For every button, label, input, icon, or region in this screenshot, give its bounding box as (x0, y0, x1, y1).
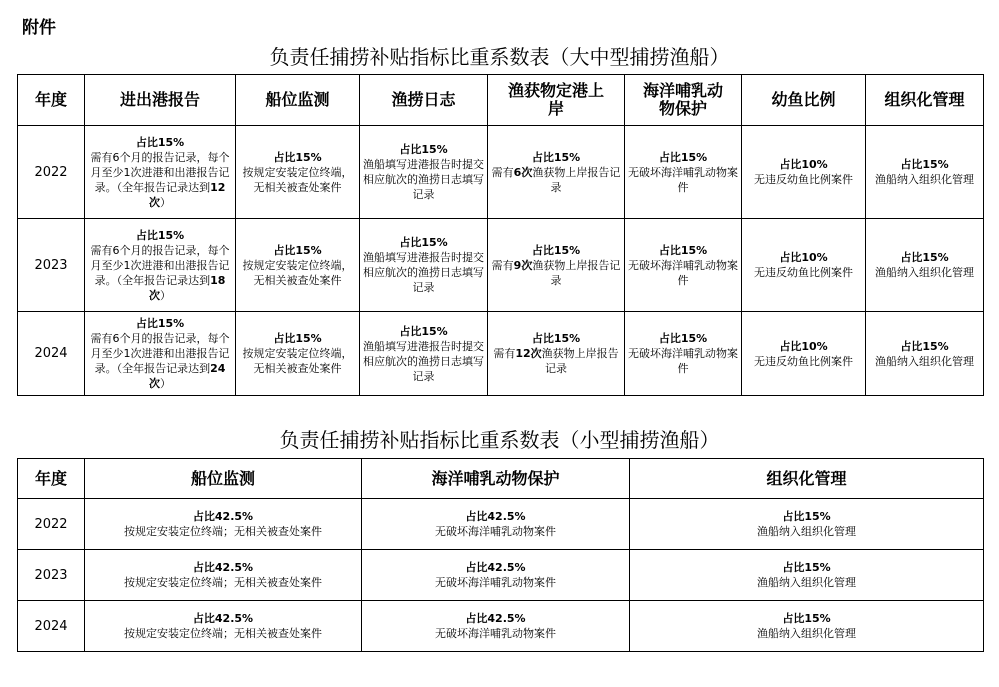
header-port-report: 进出港报告 (85, 75, 236, 126)
table-header-row (18, 459, 984, 499)
criteria-text (91, 332, 230, 390)
fishing-log-cell (360, 219, 488, 312)
year-cell: 2024 (18, 601, 85, 652)
ratio-label: 占比15% (658, 150, 708, 164)
ratio-label: 占比15% (531, 243, 581, 257)
criteria-text-post: ） (160, 288, 171, 302)
criteria-text (493, 347, 618, 375)
year-cell: 2023 (18, 550, 85, 601)
criteria-text: 无违反幼鱼比例案件 (754, 354, 853, 368)
criteria-count: 6次 (513, 165, 533, 179)
fishing-log-cell (360, 126, 488, 219)
port-report-cell (85, 219, 236, 312)
criteria-text: 无违反幼鱼比例案件 (754, 266, 853, 279)
ratio-label: 占比15% (900, 158, 949, 171)
table-row (18, 499, 984, 550)
header-juvenile-ratio: 幼鱼比例 (742, 75, 866, 126)
ratio-label: 占比42.5% (192, 612, 254, 625)
designated-landing-cell (488, 219, 625, 312)
ratio-label: 占比15% (273, 332, 322, 345)
port-report-cell (85, 126, 236, 219)
criteria-count: 18次 (149, 273, 226, 302)
criteria-text-pre: 需有 (491, 258, 514, 272)
ratio-label: 占比42.5% (465, 510, 526, 523)
year-cell: 2022 (18, 499, 85, 550)
ratio-label: 占比42.5% (465, 561, 526, 574)
ratio-label: 占比15% (135, 135, 185, 149)
org-management-cell (866, 219, 984, 312)
criteria-text: 渔船纳入组织化管理 (875, 354, 974, 368)
attachment-label: 附件 (22, 18, 56, 38)
ratio-label: 占比15% (782, 510, 831, 523)
criteria-count: 24次 (149, 362, 226, 390)
header-org-management: 组织化管理 (866, 75, 984, 126)
ratio-label: 占比15% (782, 561, 831, 574)
criteria-text: 按规定安装定位终端；无相关被查处案件 (124, 627, 322, 640)
criteria-text: 无破坏海洋哺乳动物案件 (628, 165, 738, 194)
ratio-label: 占比15% (273, 243, 322, 257)
vessel-monitoring-cell (236, 126, 360, 219)
marine-mammal-cell (625, 126, 742, 219)
vessel-monitoring-cell (85, 499, 362, 550)
vessel-monitoring-cell (85, 601, 362, 652)
ratio-label: 占比15% (135, 228, 185, 242)
org-management-cell (630, 601, 984, 652)
criteria-text: 按规定安装定位终端；无相关被查处案件 (124, 525, 322, 538)
criteria-text (91, 244, 230, 302)
ratio-label: 占比15% (399, 143, 448, 156)
criteria-count: 12次 (515, 347, 542, 360)
header-org-management: 组织化管理 (630, 459, 984, 499)
table-row (18, 601, 984, 652)
table-row (18, 126, 984, 219)
ratio-label: 占比15% (782, 612, 831, 625)
ratio-label: 占比42.5% (192, 510, 254, 523)
criteria-text: 渔船纳入组织化管理 (757, 576, 856, 589)
header-year: 年度 (18, 459, 85, 499)
criteria-text (492, 259, 621, 287)
header-vessel-monitoring: 船位监测 (236, 75, 360, 126)
large-vessel-indicator-table (17, 74, 984, 396)
criteria-text-pre: 需有6个月的报告记录，每个月至少1次进港和出港报告记录。（全年报告记录达到 (90, 243, 230, 287)
criteria-text (492, 166, 621, 194)
criteria-text: 按规定安装定位终端；无相关被查处案件 (124, 576, 322, 589)
criteria-text-post: ） (160, 195, 171, 209)
small-vessel-table-title: 负责任捕捞补贴指标比重系数表（小型捕捞渔船） (279, 428, 720, 452)
criteria-text-post: 渔获物上岸报告记录 (532, 258, 621, 287)
criteria-text: 渔船填写进港报告时提交相应航次的渔捞日志填写记录 (363, 251, 484, 294)
port-report-cell (85, 312, 236, 396)
juvenile-ratio-cell (742, 312, 866, 396)
criteria-text-post: ） (160, 377, 171, 390)
criteria-text-pre: 需有 (491, 165, 514, 179)
criteria-text: 无违反幼鱼比例案件 (754, 173, 853, 186)
ratio-label: 占比10% (779, 158, 828, 171)
org-management-cell (630, 550, 984, 601)
criteria-text-pre: 需有6个月的报告记录，每个月至少1次进港和出港报告记录。（全年报告记录达到 (90, 150, 230, 194)
marine-mammal-cell (362, 601, 630, 652)
criteria-text: 渔船填写进港报告时提交相应航次的渔捞日志填写记录 (363, 158, 484, 201)
criteria-text: 按规定安装定位终端，无相关被查处案件 (242, 165, 353, 194)
marine-mammal-cell (625, 219, 742, 312)
table-header-row (18, 75, 984, 126)
ratio-label: 占比15% (900, 339, 949, 353)
criteria-text: 无破坏海洋哺乳动物案件 (628, 258, 738, 287)
criteria-text-pre: 需有6个月的报告记录，每个月至少1次进港和出港报告记录。（全年报告记录达到 (90, 332, 230, 375)
juvenile-ratio-cell (742, 126, 866, 219)
ratio-label: 占比15% (531, 332, 581, 345)
criteria-text: 无破坏海洋哺乳动物案件 (435, 627, 556, 640)
marine-mammal-cell (625, 312, 742, 396)
large-vessel-table-title: 负责任捕捞补贴指标比重系数表（大中型捕捞渔船） (269, 45, 730, 69)
criteria-text: 按规定安装定位终端，无相关被查处案件 (242, 258, 353, 287)
ratio-label: 占比15% (399, 236, 448, 249)
ratio-label: 占比15% (531, 150, 581, 164)
criteria-text: 无破坏海洋哺乳动物案件 (435, 525, 556, 538)
ratio-label: 占比42.5% (192, 561, 254, 574)
criteria-text-post: 渔获物上岸报告记录 (541, 347, 619, 375)
vessel-monitoring-cell (236, 312, 360, 396)
header-designated-landing: 渔获物定港上岸 (488, 75, 625, 126)
ratio-label: 占比42.5% (465, 612, 526, 625)
org-management-cell (866, 312, 984, 396)
juvenile-ratio-cell (742, 219, 866, 312)
criteria-text (91, 151, 230, 209)
vessel-monitoring-cell (236, 219, 360, 312)
year-cell: 2023 (18, 219, 85, 312)
header-marine-mammal: 海洋哺乳动物保护 (362, 459, 630, 499)
criteria-text: 渔船纳入组织化管理 (875, 266, 974, 279)
criteria-text: 渔船纳入组织化管理 (757, 627, 856, 640)
header-marine-mammal: 海洋哺乳动物保护 (625, 75, 742, 126)
criteria-count: 12次 (149, 180, 226, 209)
designated-landing-cell (488, 126, 625, 219)
ratio-label: 占比15% (658, 332, 708, 345)
ratio-label: 占比15% (658, 243, 708, 257)
org-management-cell (630, 499, 984, 550)
table-row (18, 312, 984, 396)
criteria-text: 无破坏海洋哺乳动物案件 (435, 576, 556, 589)
criteria-text: 渔船纳入组织化管理 (875, 173, 974, 186)
criteria-text-pre: 需有 (493, 347, 516, 360)
year-cell: 2022 (18, 126, 85, 219)
ratio-label: 占比15% (399, 324, 448, 338)
ratio-label: 占比15% (273, 150, 322, 164)
year-cell: 2024 (18, 312, 85, 396)
ratio-label: 占比10% (779, 251, 828, 264)
header-year: 年度 (18, 75, 85, 126)
vessel-monitoring-cell (85, 550, 362, 601)
criteria-text: 渔船填写进港报告时提交相应航次的渔捞日志填写记录 (363, 339, 484, 383)
small-vessel-indicator-table (17, 458, 984, 652)
criteria-text: 渔船纳入组织化管理 (757, 525, 856, 538)
criteria-text: 按规定安装定位终端，无相关被查处案件 (242, 347, 353, 375)
marine-mammal-cell (362, 550, 630, 601)
header-vessel-monitoring: 船位监测 (85, 459, 362, 499)
ratio-label: 占比15% (135, 317, 185, 330)
criteria-text-post: 渔获物上岸报告记录 (532, 165, 621, 194)
table-row (18, 550, 984, 601)
table-row (18, 219, 984, 312)
criteria-text: 无破坏海洋哺乳动物案件 (628, 347, 738, 375)
ratio-label: 占比15% (900, 251, 949, 264)
fishing-log-cell (360, 312, 488, 396)
org-management-cell (866, 126, 984, 219)
designated-landing-cell (488, 312, 625, 396)
ratio-label: 占比10% (779, 339, 828, 353)
marine-mammal-cell (362, 499, 630, 550)
header-fishing-log: 渔捞日志 (360, 75, 488, 126)
criteria-count: 9次 (513, 258, 533, 272)
